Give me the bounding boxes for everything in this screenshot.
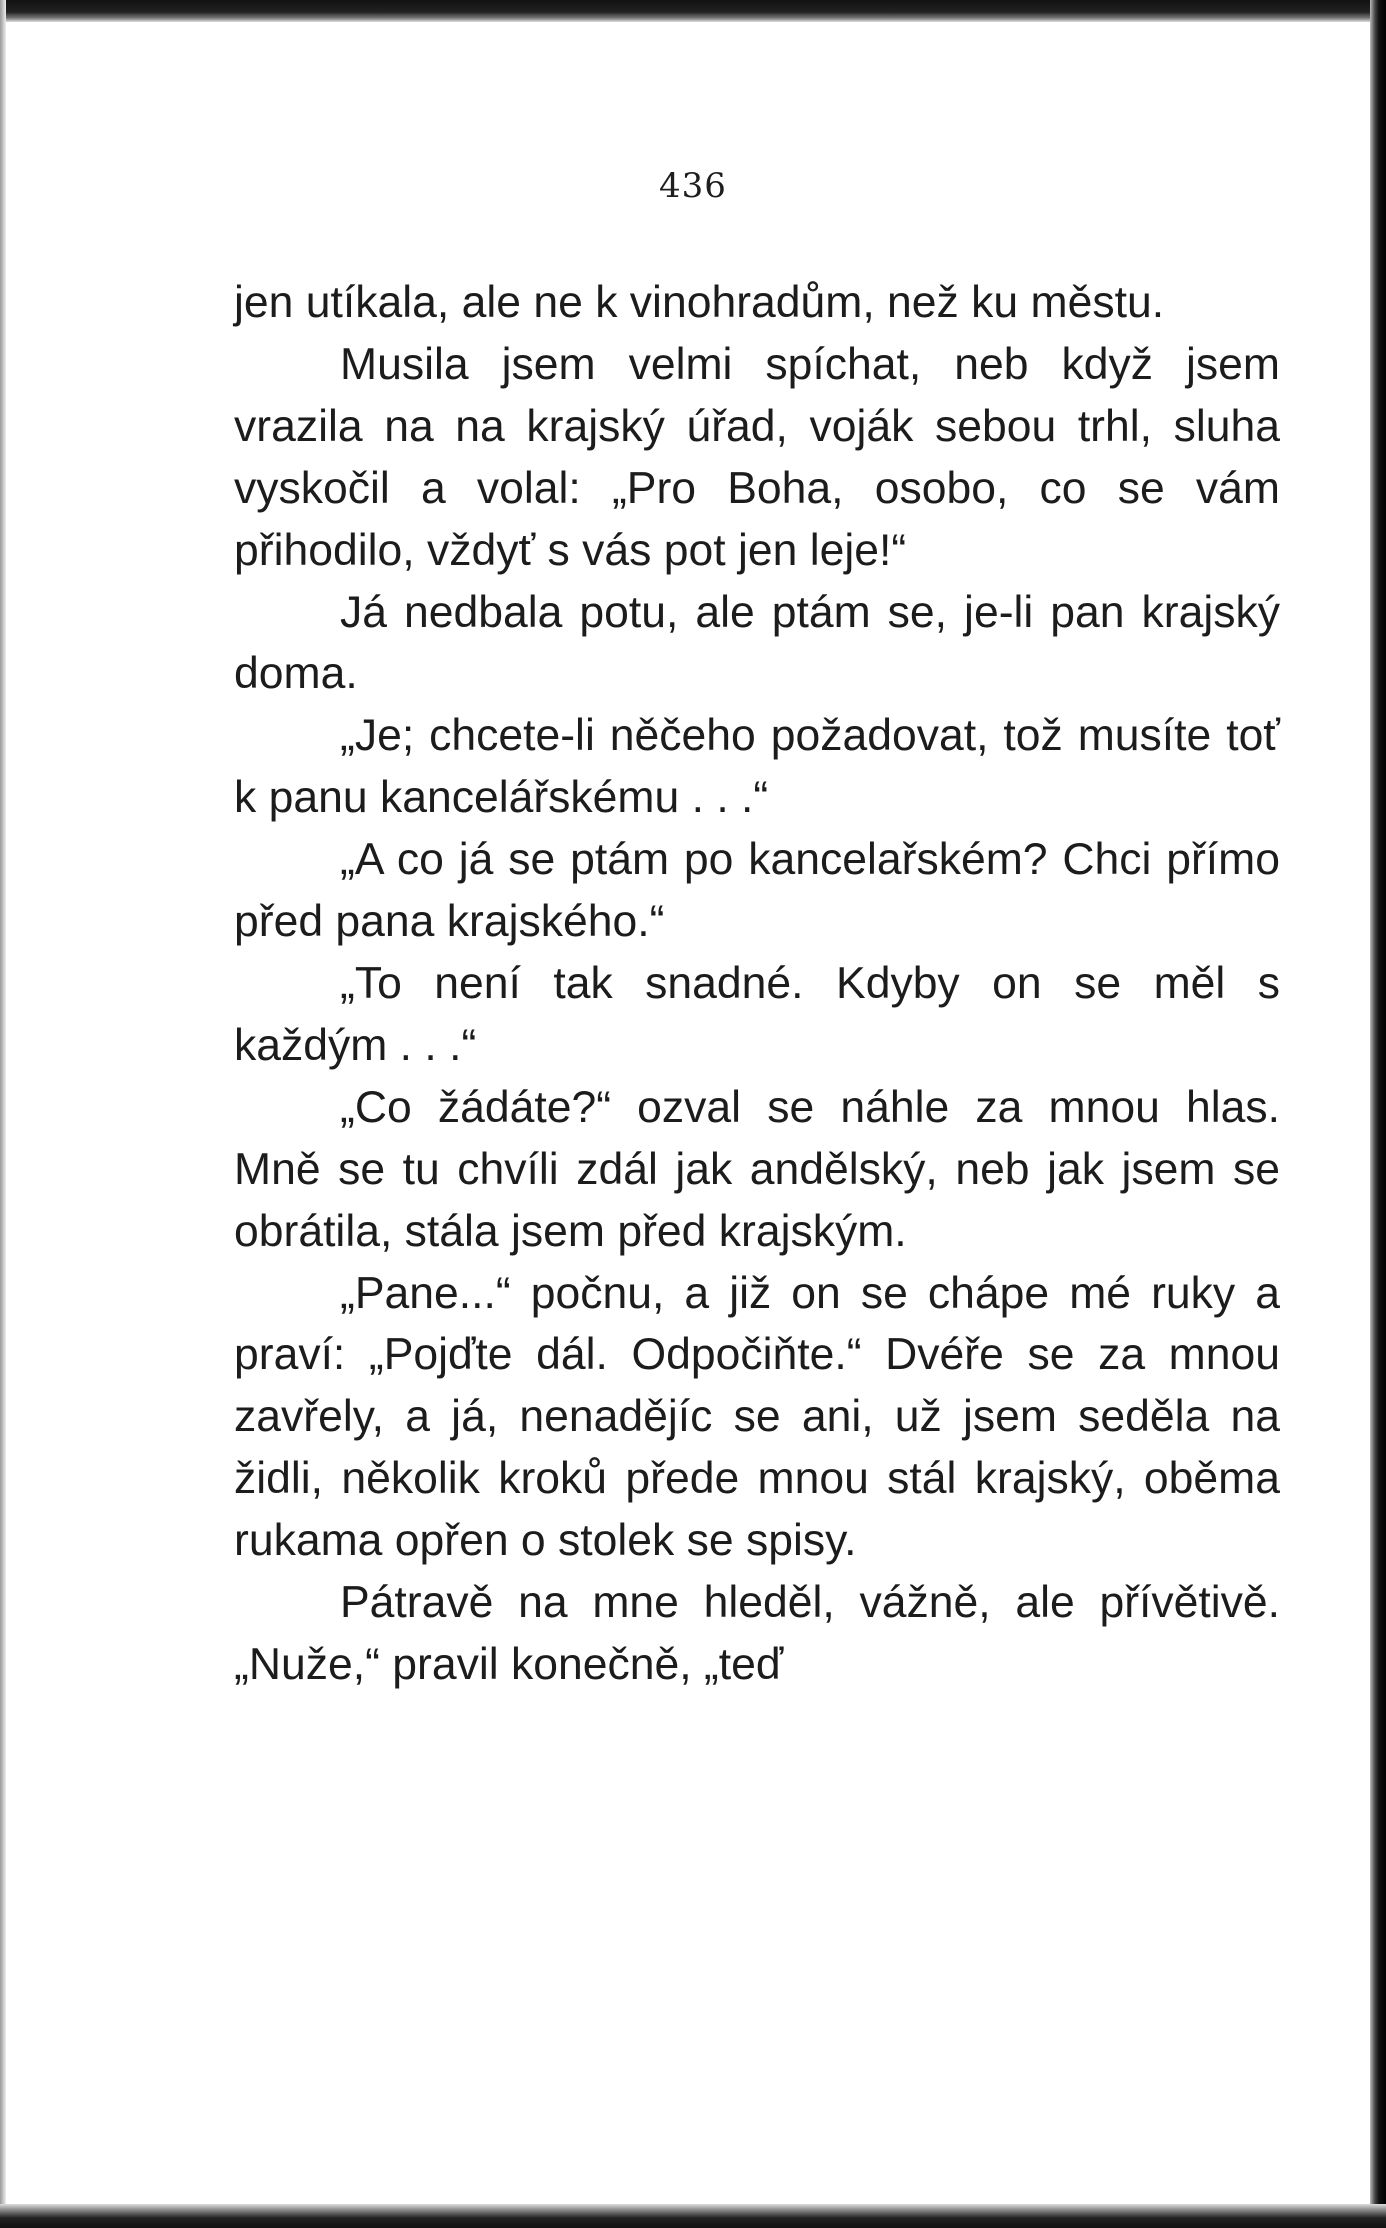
paragraph-2: Musila jsem velmi spíchat, neb když jsem vrazila na na krajský úřad, voják sebou trhl, sluha vyskočil a volal: „Pro Boha, osobo, co se vám přihodilo, vždyť s vás pot jen leje!“ (234, 339, 1280, 575)
scan-border-left (0, 0, 6, 2228)
scan-border-right (1370, 0, 1386, 2228)
paragraph-1: jen utíkala, ale ne k vinohradům, než ku městu. (234, 278, 1165, 327)
paragraph-9: Pátravě na mne hleděl, vážně, ale přívětivě. „Nuže,“ pravil konečně, „teď (234, 1578, 1280, 1689)
paragraph-5: „A co já se ptám po kancelařském? Chci přímo před pana krajského.“ (234, 835, 1280, 947)
scan-border-top (0, 0, 1386, 22)
paragraph-7: „Co žádáte?“ ozval se náhle za mnou hlas. Mně se tu chvíli zdál jak andělský, neb jak jsem se obrátila, stála jsem před krajským. (234, 1082, 1280, 1256)
body-text (234, 272, 1280, 1696)
scan-border-bottom (0, 2204, 1386, 2228)
paragraph-8: „Pane...“ počnu, a již on se chápe mé ruky a praví: „Pojďte dál. Odpočiňte.“ Dvéře se za mnou zavřely, a já, nenadějíc se ani, už jsem seděla na židli, několik kroků přede mnou stál krajský, oběma rukama opřen o stolek se spisy. (234, 1268, 1280, 1566)
paragraph-6: „To není tak snadné. Kdyby on se měl s každým . . .“ (234, 958, 1280, 1070)
page-number: 436 (659, 166, 727, 206)
paragraph-4: „Je; chcete-li něčeho požadovat, tož musíte toť k panu kancelářskému . . .“ (234, 711, 1280, 823)
paragraph-3: Já nedbala potu, ale ptám se, je-li pan krajský doma. (234, 587, 1280, 699)
